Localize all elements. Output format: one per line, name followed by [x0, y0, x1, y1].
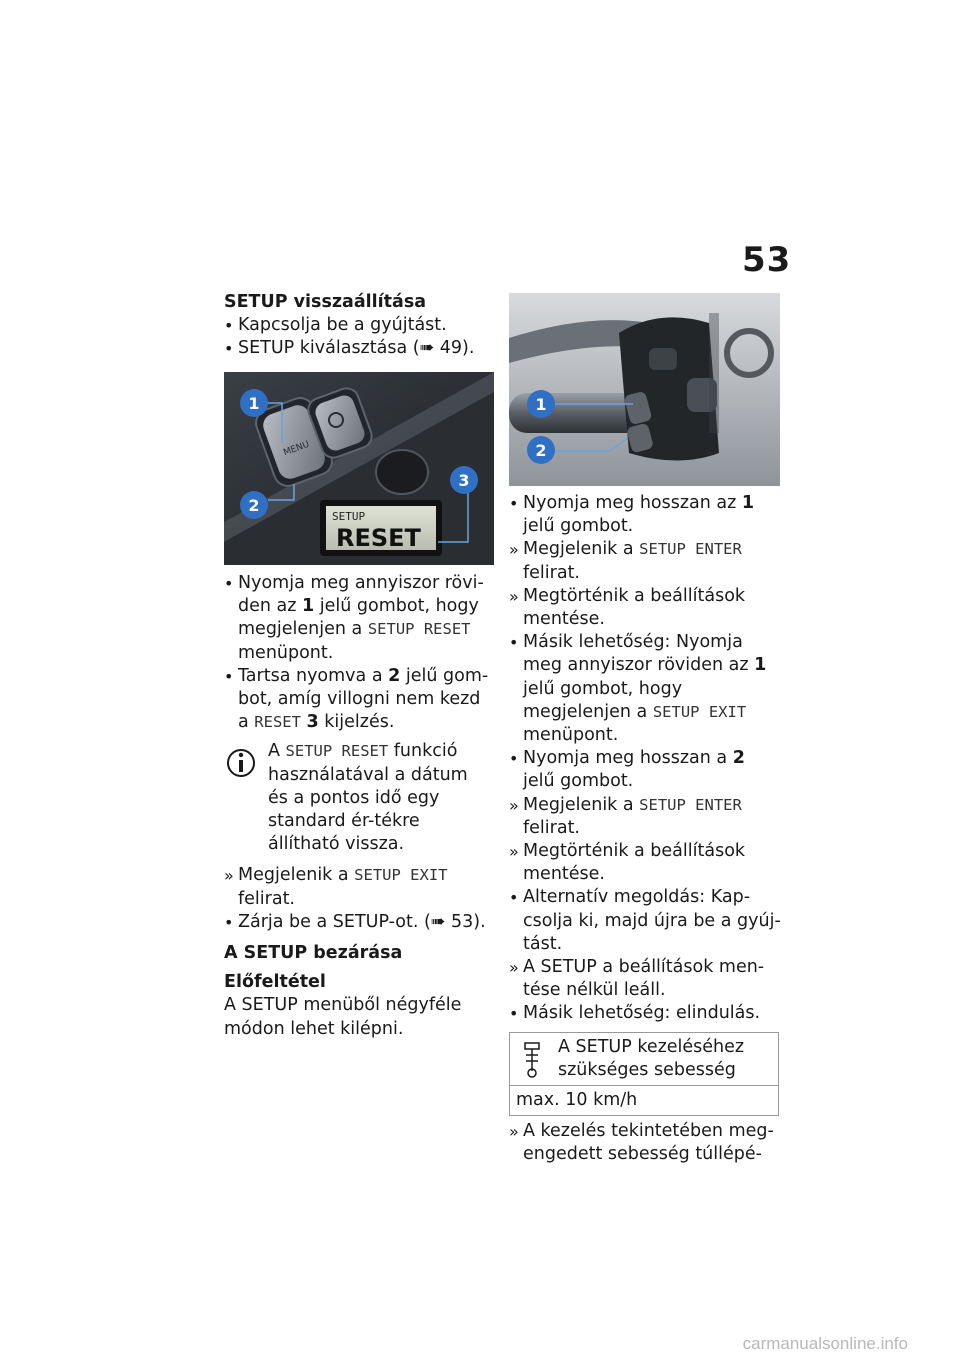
subsection-heading: Előfeltétel	[224, 972, 326, 993]
list-item: • Nyomja meg hosszan a 2 jelű gombot.	[509, 748, 745, 792]
setup-reset-figure	[224, 372, 494, 565]
list-item: • Nyomja meg hosszan az 1 jelű gombot.	[509, 493, 755, 537]
svg-text:RESET: RESET	[336, 524, 421, 552]
spec-header-cell: A SETUP kezeléséhez szükséges sebesség	[510, 1032, 779, 1085]
svg-text:1: 1	[248, 394, 260, 413]
result-item: » Megjelenik a SETUP EXIT felirat.	[224, 865, 448, 909]
result-item: » Megjelenik a SETUP ENTER felirat.	[509, 539, 742, 583]
list-item: • Alternatív megoldás: Kap-csolja ki, majd újra be a gyúj-tást.	[509, 887, 781, 954]
right-column	[509, 492, 781, 1167]
svg-text:1: 1	[535, 395, 547, 414]
info-note: A SETUP RESET funkció használatával a dátum és a pontos idő egy standard ér-tékre állítható vissza.	[224, 740, 489, 856]
result-item: » Megtörténik a beállítások mentése.	[509, 841, 746, 885]
svg-text:SETUP: SETUP	[332, 510, 366, 523]
watermark: carmanualsonline.info	[742, 1334, 908, 1353]
svg-text:2: 2	[248, 496, 260, 515]
section-heading: A SETUP bezárása	[224, 943, 403, 964]
result-item: » Megjelenik a SETUP ENTER felirat.	[509, 794, 742, 838]
list-item: • Másik lehetőség: elindulás.	[509, 1003, 761, 1024]
list-item: • Nyomja meg annyiszor rövi-den az 1 jelű gombot, hogy megjelenjen a SETUP RESET menüpont.	[224, 573, 484, 663]
paragraph: A SETUP menüből négyféle módon lehet kilépni.	[224, 995, 462, 1039]
svg-text:2: 2	[535, 441, 547, 460]
result-item: » Megtörténik a beállítások mentése.	[509, 585, 746, 630]
speed-spec-table	[509, 1032, 779, 1117]
spec-value-cell: max. 10 km/h	[510, 1086, 779, 1116]
list-item: • Zárja be a SETUP-ot. (➠ 53).	[224, 911, 486, 932]
left-column-top	[224, 291, 489, 361]
svg-text:3: 3	[458, 471, 470, 490]
list-item: • SETUP kiválasztása (➠ 49).	[224, 338, 475, 359]
list-item: • Másik lehetőség: Nyomja meg annyiszor röviden az 1 jelű gombot, hogy megjelenjen a SETUP EXIT menüpont.	[509, 632, 767, 746]
svg-text:MENU: MENU	[282, 439, 311, 459]
left-column-bottom	[224, 572, 489, 1041]
result-item: » A SETUP a beállítások men-tése nélkül leáll.	[509, 957, 765, 1001]
result-item: » A kezelés tekintetében meg-engedett sebesség túllépé-	[509, 1121, 774, 1165]
list-item: • Tartsa nyomva a 2 jelű gom-bot, amíg villogni nem kezd a RESET 3 kijelzés.	[224, 665, 489, 733]
page-number: 53	[742, 240, 792, 280]
info-icon	[226, 744, 256, 782]
section-heading: SETUP visszaállítása	[224, 292, 427, 312]
gauge-icon	[520, 1039, 544, 1079]
handlebar-switch-figure	[509, 293, 780, 486]
list-item: • Kapcsolja be a gyújtást.	[224, 315, 447, 336]
